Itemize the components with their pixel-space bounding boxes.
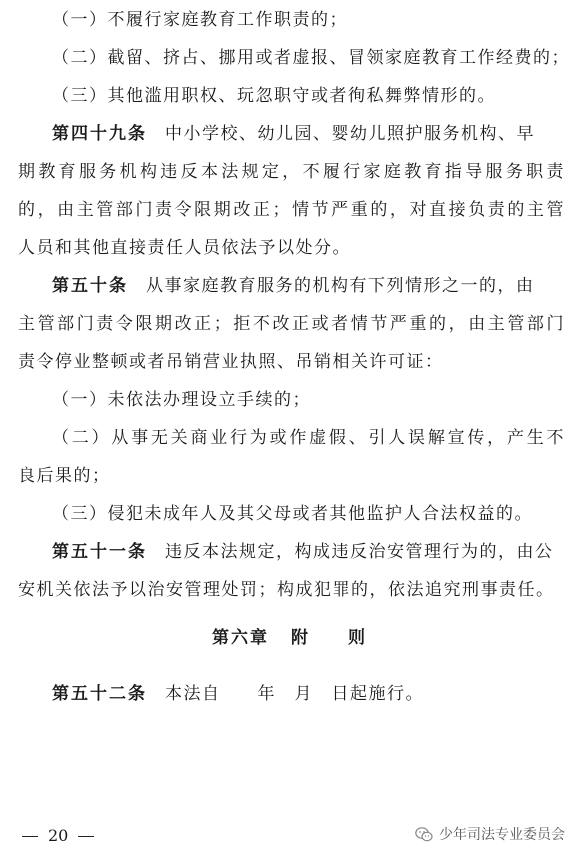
article-52-line (52, 684, 565, 704)
article-text-line: 人员和其他直接责任人员依法予以处分。 (18, 238, 351, 258)
article-heading: 第五十二条 (52, 684, 147, 704)
article-heading: 第四十九条 (52, 124, 147, 144)
article-text-line: 安机关依法予以治安管理处罚；构成犯罪的，依法追究刑事责任。 (18, 580, 555, 600)
list-item: （一）不履行家庭教育工作职责的； (52, 10, 348, 30)
page-number-value: 20 (48, 826, 69, 845)
article-text-line: 的，由主管部门责令限期改正；情节严重的，对直接负责的主管 (18, 200, 565, 220)
watermark (415, 824, 565, 844)
list-item: （二）截留、挤占、挪用或者虚报、冒领家庭教育工作经费的； (52, 48, 570, 68)
list-item: （三）侵犯未成年人及其父母或者其他监护人合法权益的。 (52, 504, 533, 524)
list-item: （三）其他滥用职权、玩忽职守或者徇私舞弊情形的。 (52, 86, 496, 106)
article-text: 违反本法规定，构成违反治安管理行为的，由公 (165, 542, 554, 562)
wechat-icon (415, 827, 433, 842)
article-text-line: 期教育服务机构违反本法规定，不履行家庭教育指导服务职责 (18, 162, 565, 182)
article-text-line: 主管部门责令限期改正；拒不改正或者情节严重的，由主管部门 (18, 314, 565, 334)
chapter-number: 第六章 (212, 628, 269, 648)
article-heading: 第五十一条 (52, 542, 147, 562)
article-text: 中小学校、幼儿园、婴幼儿照护服务机构、早 (165, 124, 535, 144)
chapter-name: 附 则 (291, 628, 367, 648)
page-number (22, 826, 104, 846)
list-item: （二）从事无关商业行为或作虚假、引人误解宣传，产生不 (52, 428, 565, 448)
article-text: 本法自 年 月 日起施行。 (165, 684, 424, 704)
article-text-line: 责令停业整顿或者吊销营业执照、吊销相关许可证： (18, 352, 444, 372)
article-50-first-line (52, 276, 565, 296)
article-heading: 第五十条 (52, 276, 128, 296)
list-item: （一）未依法办理设立手续的； (52, 390, 311, 410)
list-item-continuation: 良后果的； (18, 466, 111, 486)
chapter-heading (0, 628, 579, 648)
article-51-first-line (52, 542, 565, 562)
watermark-text: 少年司法专业委员会 (439, 827, 565, 843)
article-49-first-line (52, 124, 565, 144)
article-text: 从事家庭教育服务的机构有下列情形之一的，由 (146, 276, 535, 296)
